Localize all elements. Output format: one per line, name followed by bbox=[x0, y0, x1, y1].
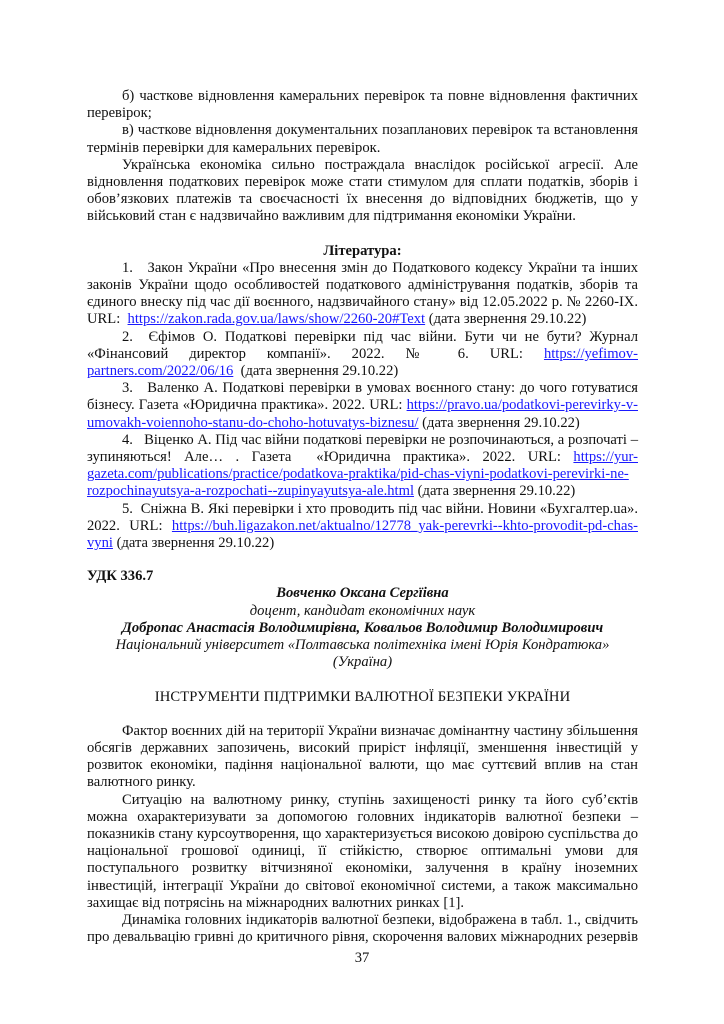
body-paragraph: Динаміка головних індикаторів валютної безпеки, відображена в табл. 1., свідчить про девальвацію гривні до критичного рівня, скорочення валових міжнародних резервів bbox=[87, 911, 638, 946]
country: (Україна) bbox=[332, 654, 393, 671]
reference-item bbox=[87, 380, 638, 432]
references-heading: Література: bbox=[323, 242, 402, 259]
reference-item bbox=[87, 432, 638, 501]
body-paragraph: Фактор воєнних дій на території України визначає домінантну частину збільшення обсягів державних запозичень, високий приріст інфляції, зменшення інвестицій у розвиток економіки, падіння національної валюти, що має суттєвий вплив на стан валютного ринку. bbox=[87, 722, 638, 791]
udk-code: УДК 336.7 bbox=[87, 568, 154, 585]
author-position: доцент, кандидат економічних наук bbox=[249, 602, 476, 619]
co-authors: Добропас Анастасія Володимирівна, Ковальов Володимир Володимирович bbox=[121, 619, 604, 636]
affiliation: Національний університет «Полтавська політехніка імені Юрія Кондратюка» bbox=[115, 637, 610, 654]
reference-link[interactable]: https://yur-gazeta.com/publications/practice/podatkova-praktika/pid-chas-viyni-podatkovi-perevirki-ne-rozpochinayutsya-a-rozpochati--zupinyayutsya-ale.html bbox=[87, 449, 638, 500]
reference-link[interactable]: https://yefimov-partners.com/2022/06/16 bbox=[87, 345, 638, 380]
reference-item bbox=[87, 501, 638, 553]
reference-text: 4. Віценко А. Під час війни податкові перевірки не розпочинаються, а розпочаті – зупиняються! Але… . Газета «Юридична практика». 2022. URL: bbox=[87, 431, 638, 466]
document-page bbox=[87, 88, 638, 946]
reference-access-date: (дата звернення 29.10.22) bbox=[425, 311, 587, 328]
references-list bbox=[87, 260, 638, 552]
reference-link[interactable]: https://buh.ligazakon.net/aktualno/12778_yak-perevrki--khto-provodit-pd-chas-vyni bbox=[87, 517, 638, 552]
reference-access-date: (дата звернення 29.10.22) bbox=[233, 363, 399, 380]
intro-item-b: б) часткове відновлення камеральних перевірок та повне відновлення фактичних перевірок; bbox=[87, 88, 638, 122]
reference-text: 3. Валенко А. Податкові перевірки в умовах воєнного стану: до чого готуватися бізнесу. Газета «Юридична практика». 2022. URL: bbox=[87, 380, 638, 414]
article-title: ІНСТРУМЕНТИ ПІДТРИМКИ ВАЛЮТНОЇ БЕЗПЕКИ УКРАЇНИ bbox=[154, 688, 571, 705]
reference-access-date: (дата звернення 29.10.22) bbox=[112, 535, 275, 552]
reference-text: 5. Сніжна В. Які перевірки і хто проводить під час війни. Новини «Бухгалтер.ua». 2022. URL: bbox=[87, 500, 638, 534]
reference-item bbox=[87, 260, 638, 329]
body-paragraph: Ситуацію на валютному ринку, ступінь захищеності ринку та його суб’єктів можна охарактеризувати за допомогою головних індикаторів валютної безпеки – показників стану курсоутворення, що характеризується високою довірою суспільства до національної грошової одиниці, її стійкістю, створює оптимальні умови для поступального розвитку вітчизняної економіки, залучення в країну іноземних інвестицій, інтеграції України до світової економічної системи, а також максимально захищає від потрясінь на міжнародних валютних ринках [1]. bbox=[87, 791, 638, 911]
reference-link[interactable]: https://pravo.ua/podatkovi-perevirky-v-umovakh-voiennoho-stanu-do-choho-hotuvatys-biznesu/ bbox=[87, 397, 638, 431]
page-number: 37 bbox=[354, 950, 370, 966]
intro-conclusion: Українська економіка сильно постраждала внаслідок російської агресії. Але відновлення податкових перевірок може стати стимулом для сплати податків, зборів і обов’язкових платежів та своєчасності їх внесення до відповідних бюджетів, що у військовий стан є надзвичайно важливим для підтримання економіки України. bbox=[87, 156, 638, 225]
reference-text: 1. Закон України «Про внесення змін до Податкового кодексу України та інших законів України щодо особливостей податкового адміністрування податків, зборів та єдиного внеску під час дії воєнного, надзвичайного стану» від 12.05.2022 р. № 2260-IX. URL: bbox=[87, 259, 638, 328]
reference-access-date: (дата звернення 29.10.22) bbox=[414, 483, 576, 500]
author-primary: Вовченко Оксана Сергїівна bbox=[276, 585, 449, 602]
reference-access-date: (дата звернення 29.10.22) bbox=[418, 414, 580, 431]
intro-item-v: в) часткове відновлення документальних позапланових перевірок та встановлення термінів перевірки для камеральних перевірок. bbox=[87, 122, 638, 156]
reference-link[interactable]: https://zakon.rada.gov.ua/laws/show/2260-20#Text bbox=[127, 311, 426, 328]
reference-text: 2. Єфімов О. Податкові перевірки під час війни. Бути чи не бути? Журнал «Фінансовий директор компанії». 2022. № 6. URL: bbox=[87, 328, 638, 362]
reference-item bbox=[87, 329, 638, 381]
